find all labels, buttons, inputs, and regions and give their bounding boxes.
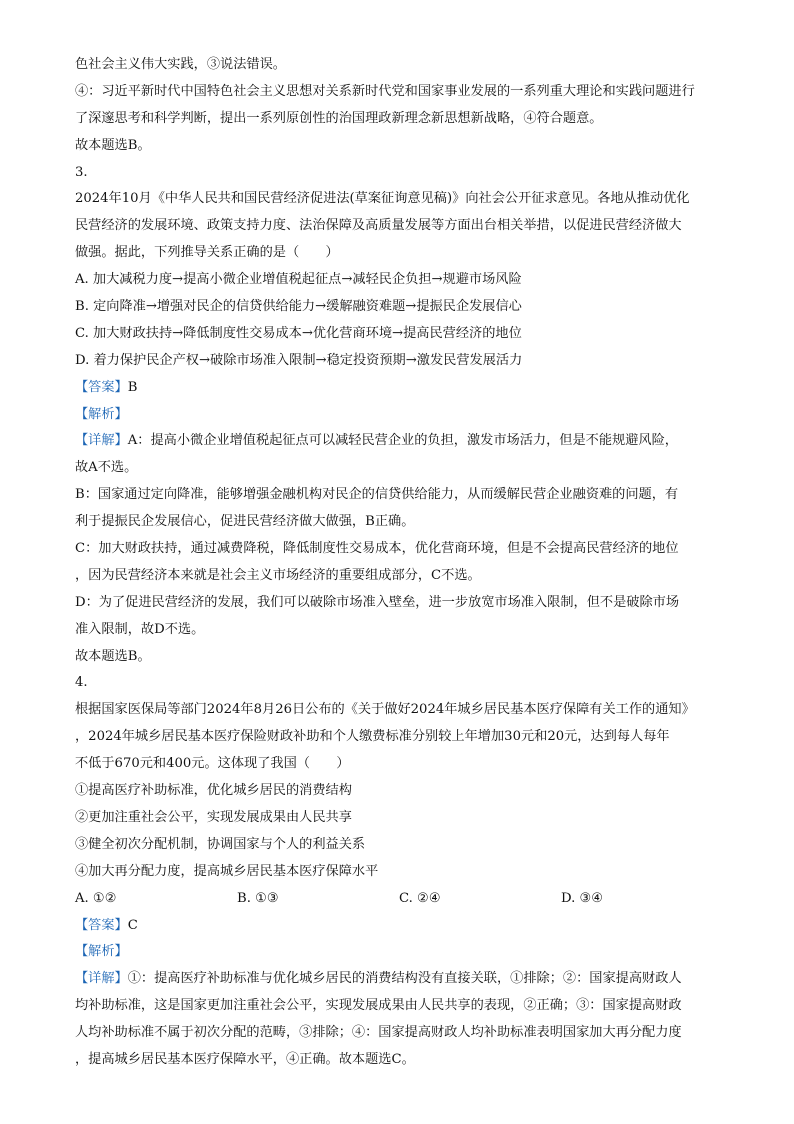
line-text: 3. xyxy=(75,164,88,180)
line-text: 民营经济的发展环境、政策支持力度、法治保障及高质量发展等方面出台相关举措，以促进民营经济做大 xyxy=(75,218,682,234)
text-line xyxy=(75,186,723,213)
text-line xyxy=(75,993,723,1020)
text-line xyxy=(75,805,723,832)
line-text: 不低于670元和400元。这体现了我国（ ） xyxy=(75,756,350,772)
line-text: 4. xyxy=(75,675,88,691)
section-line xyxy=(75,402,723,429)
line-text: ③健全初次分配机制，协调国家与个人的利益关系 xyxy=(75,836,366,852)
text-line xyxy=(75,590,723,617)
text-line xyxy=(75,106,723,133)
option-2: C. ②④ xyxy=(399,890,441,906)
line-text: 了深邃思考和科学判断，提出一系列原创性的治国理政新理念新思想新战略，④符合题意。 xyxy=(75,110,603,126)
line-text: 准入限制，故D不选。 xyxy=(75,621,205,637)
text-line xyxy=(75,778,723,805)
line-text: 2024年10月《中华人民共和国民营经济促进法(草案征询意见稿)》向社会公开征求意见。各地从推动优化 xyxy=(75,191,690,207)
line-text: 故本题选B。 xyxy=(75,137,151,153)
line-text: C. 加大财政扶持→降低制度性交易成本→优化营商环境→提高民营经济的地位 xyxy=(75,325,522,341)
line-text: B：国家通过定向降准，能够增强金融机构对民企的信贷供给能力，从而缓解民营企业融资难的问题，有 xyxy=(75,487,679,503)
text-line xyxy=(75,213,723,240)
line-text: D：为了促进民营经济的发展，我们可以破除市场准入壁垒，进一步放宽市场准入限制，但不是破除市场 xyxy=(75,594,680,610)
line-text: ②更加注重社会公平，实现发展成果由人民共享 xyxy=(75,809,352,825)
line-text: 人均补助标准不属于初次分配的范畴，③排除；④：国家提高财政人均补助标准表明国家加大再分配力度 xyxy=(75,1025,682,1041)
text-line xyxy=(75,294,723,321)
text-line xyxy=(75,509,723,536)
text-line xyxy=(75,321,723,348)
text-line xyxy=(75,52,723,79)
text-line xyxy=(75,348,723,375)
text-line xyxy=(75,536,723,563)
line-text: 利于提振民企发展信心，促进民营经济做大做强，B正确。 xyxy=(75,514,415,530)
option-1: B. ①③ xyxy=(237,890,279,906)
line-text: C：加大财政扶持，通过减费降税，降低制度性交易成本，优化营商环境，但是不会提高民营经济的地位 xyxy=(75,541,679,557)
option-3: D. ③④ xyxy=(561,890,604,906)
section-label: 【答案】 xyxy=(75,379,128,395)
line-text: 故A不选。 xyxy=(75,460,138,476)
text-line xyxy=(75,724,723,751)
line-text: B xyxy=(127,379,138,395)
line-text: C xyxy=(127,917,138,933)
option-0: A. ①② xyxy=(75,890,117,906)
section-line xyxy=(75,966,723,993)
text-line xyxy=(75,670,723,697)
line-text: ，提高城乡居民基本医疗保障水平，④正确。故本题选C。 xyxy=(75,1051,415,1067)
line-text: ④：习近平新时代中国特色社会主义思想对关系新时代党和国家事业发展的一系列重大理论和实践问题进行 xyxy=(75,83,695,99)
line-text: A. 加大减税力度→提高小微企业增值税起征点→减轻民企负担→规避市场风险 xyxy=(75,272,522,288)
text-line xyxy=(75,482,723,509)
line-text: ，2024年城乡居民基本医疗保险财政补助和个人缴费标准分别较上年增加30元和20元，达到每人每年 xyxy=(75,729,670,745)
line-text: ④加大再分配力度，提高城乡居民基本医疗保障水平 xyxy=(75,863,379,879)
line-text: 色社会主义伟大实践，③说法错误。 xyxy=(75,57,286,72)
line-text: 根据国家医保局等部门2024年8月26日公布的《关于做好2024年城乡居民基本医疗保障有关工作的通知》 xyxy=(75,702,695,718)
text-line xyxy=(75,267,723,294)
text-line xyxy=(75,133,723,160)
text-line xyxy=(75,160,723,187)
text-line xyxy=(75,455,723,482)
section-label: 【详解】 xyxy=(75,433,128,449)
line-text: A：提高小微企业增值税起征点可以减轻民营企业的负担，激发市场活力，但是不能规避风险， xyxy=(127,433,678,449)
line-text: 做强。据此，下列推导关系正确的是（ ） xyxy=(75,245,339,261)
text-line xyxy=(75,1047,723,1074)
text-line xyxy=(75,617,723,644)
answer-options xyxy=(75,886,723,913)
line-text: 均补助标准，这是国家更加注重社会公平，实现发展成果由人民共享的表现，②正确；③：国家提高财政 xyxy=(75,998,682,1014)
text-line xyxy=(75,832,723,859)
line-text: D. 着力保护民企产权→破除市场准入限制→稳定投资预期→激发民营发展活力 xyxy=(75,352,523,368)
text-line xyxy=(75,240,723,267)
text-line xyxy=(75,644,723,671)
section-label: 【解析】 xyxy=(75,406,128,422)
section-line xyxy=(75,375,723,402)
line-text: B. 定向降准→增强对民企的信贷供给能力→缓解融资难题→提振民企发展信心 xyxy=(75,299,522,315)
section-label: 【解析】 xyxy=(75,944,128,960)
text-line xyxy=(75,751,723,778)
section-label: 【答案】 xyxy=(75,917,128,933)
text-line xyxy=(75,1020,723,1047)
text-line xyxy=(75,79,723,106)
section-label: 【详解】 xyxy=(75,971,128,987)
document-page xyxy=(75,52,723,1074)
text-line xyxy=(75,859,723,886)
section-line xyxy=(75,939,723,966)
section-line xyxy=(75,428,723,455)
text-line xyxy=(75,697,723,724)
line-text: 故本题选B。 xyxy=(75,648,151,664)
section-line xyxy=(75,913,723,940)
line-text: ①提高医疗补助标准，优化城乡居民的消费结构 xyxy=(75,783,352,799)
line-text: ①：提高医疗补助标准与优化城乡居民的消费结构没有直接关联，①排除；②：国家提高财政人 xyxy=(127,971,682,987)
text-line xyxy=(75,563,723,590)
line-text: ，因为民营经济本来就是社会主义市场经济的重要组成部分，C不选。 xyxy=(75,567,481,583)
